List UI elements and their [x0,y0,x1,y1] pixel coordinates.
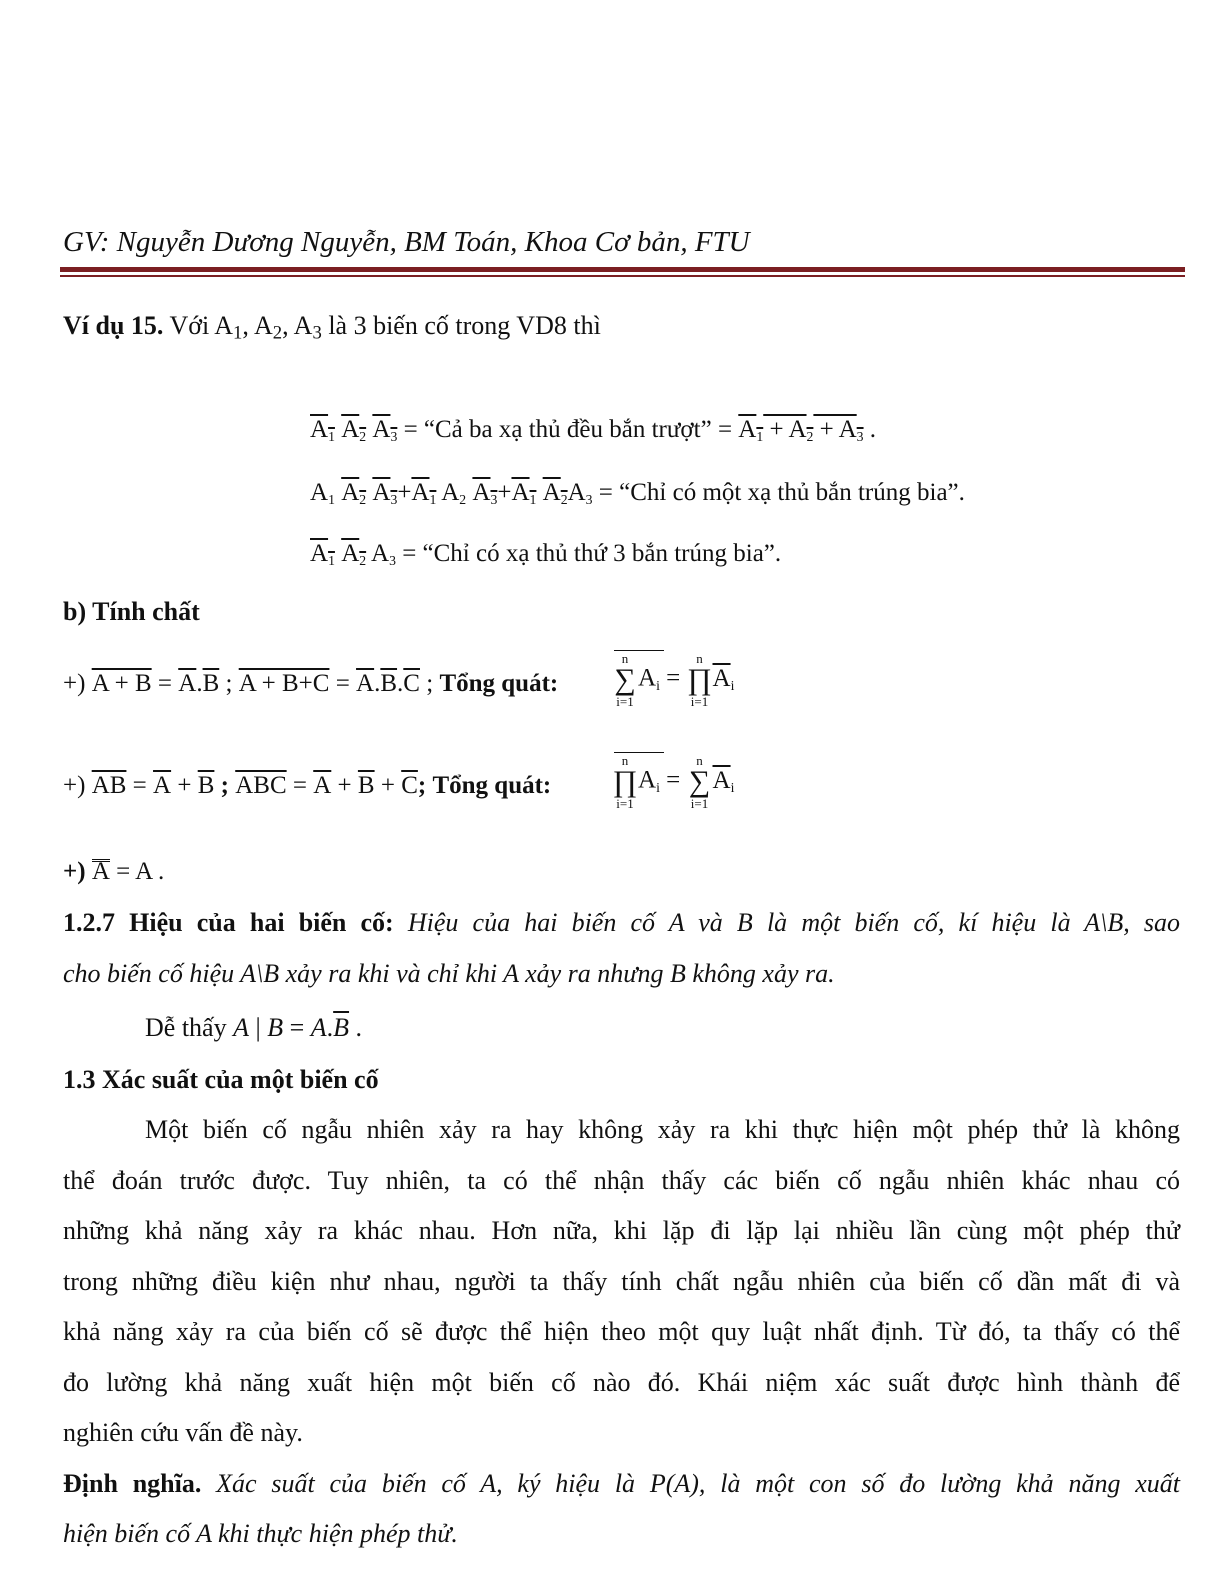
probability-definition-line2: hiện biến cố A khi thực hiện phép thử. [63,1519,458,1548]
difference-definition-line1: 1.2.7 Hiệu của hai biến cố: Hiệu của hai biến cố A và B là một biến cố, kí hiệu là A\B, sao [63,908,1180,937]
page-header: GV: Nguyễn Dương Nguyễn, BM Toán, Khoa Cơ bản, FTU [63,226,750,258]
de-morgan-product: +) $\overline{AB} = \overline{A} + \overline{B}$ ; $\overline{ABC} = \overline{A} + \overline{B} + \overline{C}$; Tổng quát: [63,772,552,799]
general-product-formula: n ∏ i=1 $A_i$ = n ∑ i=1 $\overline{A}_i$ [612,753,735,811]
formula-all-miss: $A_1$ $A_2$ $A_3$ = “Cả ba xạ thủ đều bắn trượt” = $A_1 + A_2 + A_3$ . [310,416,877,445]
probability-definition-line1: Định nghĩa. Xác suất của biến cố A, ký hiệu là P(A), là một con số đo lường khả năng xuất [63,1469,1180,1498]
general-sum-formula: n ∑ i=1 $A_i$ = n ∏ i=1 $\overline{A}_i$ [614,651,735,709]
formula-third-hit: $A_1$ $A_2$ $A_3$ = “Chỉ có xạ thủ thứ 3 bắn trúng bia”. [310,540,782,569]
probability-para-line: thể đoán trước được. Tuy nhiên, ta có thể nhận thấy các biến cố ngẫu nhiên khác nhau có [63,1166,1180,1195]
probability-para-line: những khả năng xảy ra khác nhau. Hơn nữa, khi lặp đi lặp lại nhiều lần cùng một phép thử [63,1216,1180,1245]
probability-para-line: Một biến cố ngẫu nhiên xảy ra hay không xảy ra khi thực hiện một phép thử là không [145,1115,1180,1144]
probability-para-line: trong những điều kiện như nhau, người ta thấy tính chất ngẫu nhiên của biến cố dần mất đi và [63,1267,1180,1296]
header-rule-thin [60,275,1185,277]
formula-one-hit: $A_1$ $A_2$ $A_3+A_1$ $A_2$ $A_3+A_1$ $A_2A_3$ = “Chỉ có một xạ thủ bắn trúng bia”. [310,479,965,508]
example-label: Ví dụ 15. [63,311,164,340]
probability-para-line: nghiên cứu vấn đề này. [63,1418,303,1447]
difference-formula: Dễ thấy A | $B = A.\overline{B}$ . [145,1013,363,1042]
difference-definition-line2: cho biến cố hiệu A\B xảy ra khi và chỉ khi A xảy ra nhưng B không xảy ra. [63,959,835,988]
probability-para-line: đo lường khả năng xuất hiện một biến cố nào đó. Khái niệm xác suất được hình thành để [63,1368,1180,1397]
de-morgan-sum: +) $A + B = \overline{A}.\overline{B}$ ; $A + B+C = \overline{A}.\overline{B}.\overline{C}$ ; Tổng quát: [63,670,559,697]
probability-heading: 1.3 Xác suất của một biến cố [63,1065,379,1094]
header-rule-thick [60,267,1185,272]
example-intro: Ví dụ 15. Với $A_1$, $A_2$, $A_3$ là 3 biến cố trong VD8 thì [63,311,601,344]
properties-heading: b) Tính chất [63,597,200,626]
double-complement: +) A = A . [63,858,165,885]
probability-para-line: khả năng xảy ra của biến cố sẽ được thể hiện theo một quy luật nhất định. Từ đó, ta thấy có thể [63,1317,1180,1346]
